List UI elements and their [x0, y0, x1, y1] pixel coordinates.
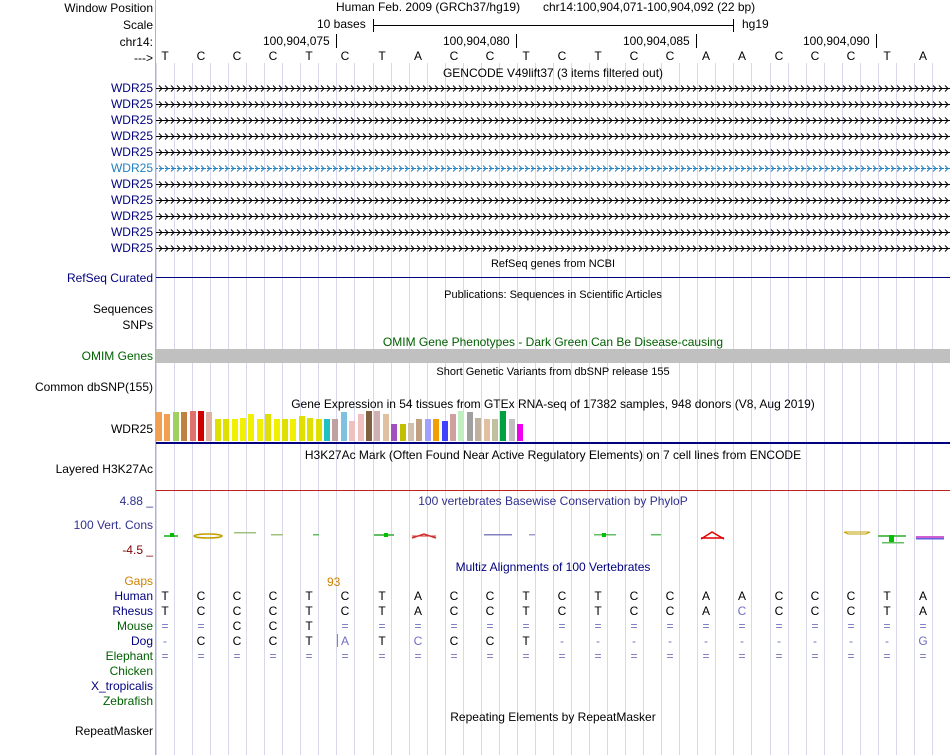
species-label[interactable]: X_tropicalis — [90, 679, 153, 693]
gtex-tissue-bar[interactable] — [190, 411, 196, 441]
gtex-tissue-bar[interactable] — [164, 414, 170, 441]
phylop-mark — [170, 533, 174, 537]
alignment-base: - — [813, 634, 817, 648]
gene-label[interactable]: WDR25 — [110, 81, 153, 95]
gtex-tissue-bar[interactable] — [240, 418, 246, 441]
gtex-tissue-bar[interactable] — [467, 412, 473, 441]
alignment-base: C — [268, 619, 278, 633]
base-letter: C — [774, 49, 784, 63]
base-letter: C — [557, 49, 567, 63]
gene-label[interactable]: WDR25 — [110, 177, 153, 191]
alignment-base: C — [774, 604, 784, 618]
gene-feature[interactable] — [156, 116, 950, 125]
scale-bar — [156, 17, 950, 33]
gaps-value: 93 — [327, 575, 341, 589]
species-label[interactable]: Dog — [130, 634, 153, 648]
gtex-tissue-bar[interactable] — [408, 423, 414, 441]
alignment-base: = — [919, 619, 927, 633]
alignment-row — [156, 649, 950, 663]
gene-label[interactable]: WDR25 — [110, 209, 153, 223]
scale-label: Scale — [122, 18, 153, 32]
alignment-base: = — [594, 619, 602, 633]
alignment-base: C — [737, 604, 747, 618]
gene-label[interactable]: WDR25 — [110, 129, 153, 143]
gtex-tissue-bar[interactable] — [341, 412, 347, 441]
alignment-base: T — [378, 604, 386, 618]
alignment-base: = — [883, 649, 891, 663]
ruler-tick-label: 100,904,075 — [263, 34, 330, 48]
gtex-tissue-bar[interactable] — [223, 419, 229, 441]
alignment-base: = — [775, 619, 783, 633]
gtex-tissue-bar[interactable] — [484, 419, 490, 441]
alignment-base: = — [883, 619, 891, 633]
gene-label[interactable]: WDR25 — [110, 145, 153, 159]
dbsnp-label[interactable]: Common dbSNP(155) — [34, 380, 153, 394]
gtex-tissue-bar[interactable] — [442, 421, 448, 441]
phylop-mark — [194, 534, 222, 538]
gtex-tissue-bar[interactable] — [274, 419, 280, 441]
base-letter: T — [522, 49, 530, 63]
gtex-tissue-bar[interactable] — [517, 424, 523, 441]
omim-label[interactable]: OMIM Genes — [81, 349, 153, 363]
alignment-base: = — [847, 619, 855, 633]
alignment-base: = — [414, 619, 422, 633]
ruler-tick-label: 100,904,090 — [803, 34, 870, 48]
alignment-base: T — [522, 589, 530, 603]
alignment-base: T — [594, 589, 602, 603]
phylop-mark — [384, 533, 388, 537]
alignment-base: = — [666, 649, 674, 663]
phylop-mark — [844, 532, 870, 534]
alignment-row — [156, 619, 950, 633]
alignment-base: A — [918, 604, 927, 618]
gtex-tissue-bar[interactable] — [316, 419, 322, 441]
alignment-base: = — [197, 649, 205, 663]
alignment-base: = — [305, 649, 313, 663]
gtex-tissue-bar[interactable] — [400, 424, 406, 441]
gtex-tissue-bar[interactable] — [181, 412, 187, 441]
cons-label[interactable]: 100 Vert. Cons — [73, 518, 153, 532]
species-label[interactable]: Chicken — [109, 664, 153, 678]
gene-feature[interactable] — [156, 212, 950, 221]
gtex-tissue-bar[interactable] — [374, 411, 380, 441]
gtex-tissue-bar[interactable] — [265, 414, 271, 441]
gene-label[interactable]: WDR25 — [110, 241, 153, 255]
gene-label[interactable]: WDR25 — [110, 113, 153, 127]
gene-feature[interactable] — [156, 180, 950, 189]
base-letter: C — [232, 49, 242, 63]
ruler — [156, 34, 950, 50]
alignment-base: = — [486, 649, 494, 663]
alignment-base: = — [378, 649, 386, 663]
phylop-mark — [313, 534, 319, 536]
alignment-base: = — [341, 649, 349, 663]
gtex-tissue-bar[interactable] — [257, 419, 263, 441]
alignment-base: - — [740, 634, 744, 648]
phylop-mark — [271, 534, 283, 536]
alignment-base: = — [450, 649, 458, 663]
gaps-label: Gaps — [124, 574, 153, 588]
alignment-base: = — [738, 649, 746, 663]
alignment-base: = — [378, 619, 386, 633]
window-position-label: Window Position — [64, 1, 153, 15]
gtex-tissue-bar[interactable] — [425, 419, 431, 441]
alignment-base: C — [413, 634, 423, 648]
phylop-mark — [234, 532, 256, 534]
alignment-base: T — [883, 589, 891, 603]
alignment-base: C — [629, 589, 639, 603]
gtex-tissue-bar[interactable] — [307, 418, 313, 441]
refseq-gene-line[interactable] — [156, 277, 950, 278]
alignment-base: T — [161, 589, 169, 603]
alignment-base: C — [557, 589, 567, 603]
base-letter: T — [305, 49, 313, 63]
gtex-tissue-bar[interactable] — [416, 419, 422, 441]
alignment-base: = — [666, 619, 674, 633]
position-text[interactable]: chr14:100,904,071-100,904,092 (22 bp) — [543, 0, 756, 14]
alignment-row — [156, 634, 950, 648]
snps-label[interactable]: SNPs — [122, 318, 153, 332]
species-label[interactable]: Elephant — [105, 649, 153, 663]
ruler-tick-label: 100,904,080 — [443, 34, 510, 48]
alignment-base: C — [557, 604, 567, 618]
gene-feature[interactable] — [156, 100, 950, 109]
base-letter: C — [268, 49, 278, 63]
alignment-base: = — [522, 619, 530, 633]
multiz-title: Multiz Alignments of 100 Vertebrates — [455, 560, 651, 574]
gtex-tissue-bar[interactable] — [358, 414, 364, 441]
gtex-tissue-bar[interactable] — [324, 419, 330, 441]
phylop-mark — [882, 542, 904, 544]
alignment-base: - — [632, 634, 636, 648]
alignment-base: T — [883, 604, 891, 618]
base-letter: C — [485, 49, 495, 63]
alignment-base: = — [522, 649, 530, 663]
alignment-base: C — [810, 604, 820, 618]
alignment-base: = — [630, 619, 638, 633]
alignment-base: C — [810, 589, 820, 603]
gtex-baseline — [156, 442, 950, 444]
dbsnp-title: Short Genetic Variants from dbSNP release 155 — [436, 366, 670, 378]
alignment-base: - — [596, 634, 600, 648]
alignment-base: = — [702, 649, 710, 663]
alignment-row — [156, 589, 950, 603]
alignment-base: A — [737, 589, 746, 603]
ruler-tick-label: 100,904,085 — [623, 34, 690, 48]
gencode-title: GENCODE V49lift37 (3 items filtered out) — [442, 66, 664, 80]
alignment-base: T — [305, 619, 313, 633]
gtex-tissue-bar[interactable] — [366, 411, 372, 441]
alignment-base: C — [268, 589, 278, 603]
species-label[interactable]: Mouse — [116, 619, 153, 633]
base-letter: C — [846, 49, 856, 63]
gene-feature[interactable] — [156, 228, 950, 237]
gene-label[interactable]: WDR25 — [110, 97, 153, 111]
gtex-tissue-bar[interactable] — [156, 412, 162, 441]
gtex-tissue-bar[interactable] — [173, 412, 179, 441]
h3k27ac-line[interactable] — [156, 490, 950, 491]
gtex-tissue-bar[interactable] — [500, 411, 506, 441]
alignment-base: = — [811, 649, 819, 663]
alignment-base: A — [340, 634, 349, 648]
alignment-base: C — [449, 604, 459, 618]
alignment-base: C — [449, 634, 459, 648]
alignment-base: C — [629, 604, 639, 618]
gtex-tissue-bar[interactable] — [509, 419, 515, 441]
alignment-base: = — [738, 619, 746, 633]
alignment-base: = — [197, 619, 205, 633]
gene-feature[interactable] — [156, 148, 950, 157]
insertion-marker[interactable] — [337, 634, 338, 647]
chr-label: chr14: — [119, 35, 153, 49]
refseq-title: RefSeq genes from NCBI — [490, 258, 616, 270]
base-letter: A — [413, 49, 422, 63]
alignment-base: A — [918, 589, 927, 603]
alignment-base: = — [486, 619, 494, 633]
phylop-mark — [916, 538, 944, 540]
base-letter: C — [340, 49, 350, 63]
repeatmasker-title: Repeating Elements by RepeatMasker — [450, 710, 656, 724]
base-letter: T — [594, 49, 602, 63]
strand-label: ---> — [134, 51, 153, 65]
cons-max-label: 4.88 _ — [119, 494, 153, 508]
alignment-base: = — [161, 619, 169, 633]
alignment-base: - — [777, 634, 781, 648]
base-letter: C — [810, 49, 820, 63]
alignment-base: C — [485, 604, 495, 618]
base-sequence — [156, 49, 950, 63]
alignment-base: = — [775, 649, 783, 663]
base-letter: C — [665, 49, 675, 63]
alignment-base: C — [485, 634, 495, 648]
alignment-base: C — [196, 604, 206, 618]
species-label[interactable]: Human — [114, 589, 153, 603]
refseq-label[interactable]: RefSeq Curated — [66, 271, 153, 285]
gtex-tissue-bar[interactable] — [383, 414, 389, 441]
phylop-plot[interactable] — [156, 525, 950, 545]
repeatmasker-label[interactable]: RepeatMasker — [74, 724, 153, 738]
gtex-tissue-bar[interactable] — [492, 419, 498, 441]
alignment-base: C — [846, 589, 856, 603]
track-image-area[interactable] — [156, 0, 950, 755]
gene-feature[interactable] — [156, 164, 950, 173]
alignment-base: C — [665, 604, 675, 618]
alignment-base: T — [378, 634, 386, 648]
assembly-text: Human Feb. 2009 (GRCh37/hg19) — [336, 0, 521, 14]
alignment-base: C — [268, 634, 278, 648]
scale-text: 10 bases — [317, 17, 366, 31]
sequences-label[interactable]: Sequences — [92, 302, 153, 316]
alignment-base: - — [704, 634, 708, 648]
omim-bar[interactable] — [156, 349, 950, 363]
alignment-base: T — [305, 604, 313, 618]
gtex-tissue-bar[interactable] — [450, 414, 456, 441]
alignment-base: C — [774, 589, 784, 603]
alignment-base: C — [196, 634, 206, 648]
alignment-base: = — [558, 649, 566, 663]
alignment-base: = — [233, 649, 241, 663]
gtex-tissue-bar[interactable] — [475, 418, 481, 441]
base-letter: A — [918, 49, 927, 63]
gene-label[interactable]: WDR25 — [110, 193, 153, 207]
alignment-base: T — [378, 589, 386, 603]
base-letter: A — [737, 49, 746, 63]
gtex-tissue-bar[interactable] — [290, 419, 296, 441]
alignment-base: = — [558, 619, 566, 633]
alignment-base: T — [522, 634, 530, 648]
base-letter: T — [161, 49, 169, 63]
alignment-base: = — [450, 619, 458, 633]
gtex-tissue-bar[interactable] — [349, 421, 355, 441]
alignment-base: - — [849, 634, 853, 648]
gtex-gene-label[interactable]: WDR25 — [110, 422, 153, 436]
phylop-mark — [889, 535, 894, 543]
base-letter: C — [196, 49, 206, 63]
gene-feature[interactable] — [156, 244, 950, 253]
gtex-tissue-bar[interactable] — [458, 411, 464, 441]
phylop-mark — [916, 536, 944, 538]
gtex-tissue-bar[interactable] — [332, 419, 338, 441]
alignment-base: - — [885, 634, 889, 648]
h3k27ac-label[interactable]: Layered H3K27Ac — [55, 462, 153, 476]
alignment-base: - — [668, 634, 672, 648]
alignment-base: C — [340, 604, 350, 618]
gene-label[interactable]: WDR25 — [110, 225, 153, 239]
phylop-title: 100 vertebrates Basewise Conservation by PhyloP — [418, 494, 688, 508]
alignment-base: C — [665, 589, 675, 603]
alignment-base: A — [413, 589, 422, 603]
alignment-base: A — [413, 604, 422, 618]
alignment-base: = — [919, 649, 927, 663]
alignment-base: = — [594, 649, 602, 663]
omim-title: OMIM Gene Phenotypes - Dark Green Can Be Disease-causing — [382, 335, 724, 349]
alignment-base: = — [702, 619, 710, 633]
gene-feature[interactable] — [156, 196, 950, 205]
alignment-base: C — [196, 589, 206, 603]
gtex-tissue-bar[interactable] — [248, 414, 254, 441]
base-letter: T — [883, 49, 891, 63]
phylop-mark — [602, 533, 606, 537]
gene-label[interactable]: WDR25 — [110, 161, 153, 175]
alignment-base: C — [485, 589, 495, 603]
alignment-base: C — [268, 604, 278, 618]
alignment-base: T — [305, 634, 313, 648]
alignment-base: = — [847, 649, 855, 663]
h3k27ac-title: H3K27Ac Mark (Often Found Near Active Regulatory Elements) on 7 cell lines from ENCODE — [304, 448, 802, 462]
alignment-base: = — [161, 649, 169, 663]
gtex-tissue-bar[interactable] — [215, 419, 221, 441]
alignment-base: - — [163, 634, 167, 648]
phylop-mark — [651, 534, 661, 536]
alignment-base: C — [232, 634, 242, 648]
gtex-tissue-bar[interactable] — [433, 419, 439, 441]
gtex-bar-chart[interactable] — [156, 411, 556, 441]
alignment-base: C — [846, 604, 856, 618]
gene-feature[interactable] — [156, 132, 950, 141]
publications-title: Publications: Sequences in Scientific Articles — [444, 289, 662, 301]
alignment-base: = — [811, 619, 819, 633]
track-label-column — [0, 0, 155, 755]
alignment-base: T — [305, 589, 313, 603]
alignment-base: C — [232, 604, 242, 618]
alignment-base: C — [232, 589, 242, 603]
cons-min-label: -4.5 _ — [122, 543, 153, 557]
base-letter: C — [629, 49, 639, 63]
species-label[interactable]: Rhesus — [112, 604, 153, 618]
scale-db: hg19 — [742, 17, 769, 31]
gtex-tissue-bar[interactable] — [198, 411, 204, 441]
phylop-mark — [484, 534, 512, 536]
gtex-tissue-bar[interactable] — [206, 412, 212, 441]
alignment-base: G — [918, 634, 928, 648]
alignment-base: = — [269, 649, 277, 663]
gene-feature[interactable] — [156, 84, 950, 93]
alignment-base: C — [340, 589, 350, 603]
species-label[interactable]: Zebrafish — [102, 694, 153, 708]
alignment-base: A — [701, 604, 710, 618]
alignment-base: = — [414, 649, 422, 663]
base-letter: A — [701, 49, 710, 63]
base-letter: C — [449, 49, 459, 63]
alignment-base: = — [630, 649, 638, 663]
alignment-base: T — [594, 604, 602, 618]
gtex-tissue-bar[interactable] — [299, 416, 305, 441]
gtex-tissue-bar[interactable] — [391, 424, 397, 441]
alignment-base: C — [232, 619, 242, 633]
alignment-base: C — [449, 589, 459, 603]
gtex-tissue-bar[interactable] — [282, 419, 288, 441]
alignment-row — [156, 604, 950, 618]
gtex-title: Gene Expression in 54 tissues from GTEx RNA-seq of 17382 samples, 948 donors (V8, Aug 2019) — [291, 397, 815, 411]
alignment-base: - — [560, 634, 564, 648]
base-letter: T — [378, 49, 386, 63]
alignment-base: T — [522, 604, 530, 618]
gtex-tissue-bar[interactable] — [232, 419, 238, 441]
phylop-mark — [529, 534, 535, 536]
alignment-base: = — [341, 619, 349, 633]
alignment-base: T — [161, 604, 169, 618]
alignment-base: A — [701, 589, 710, 603]
